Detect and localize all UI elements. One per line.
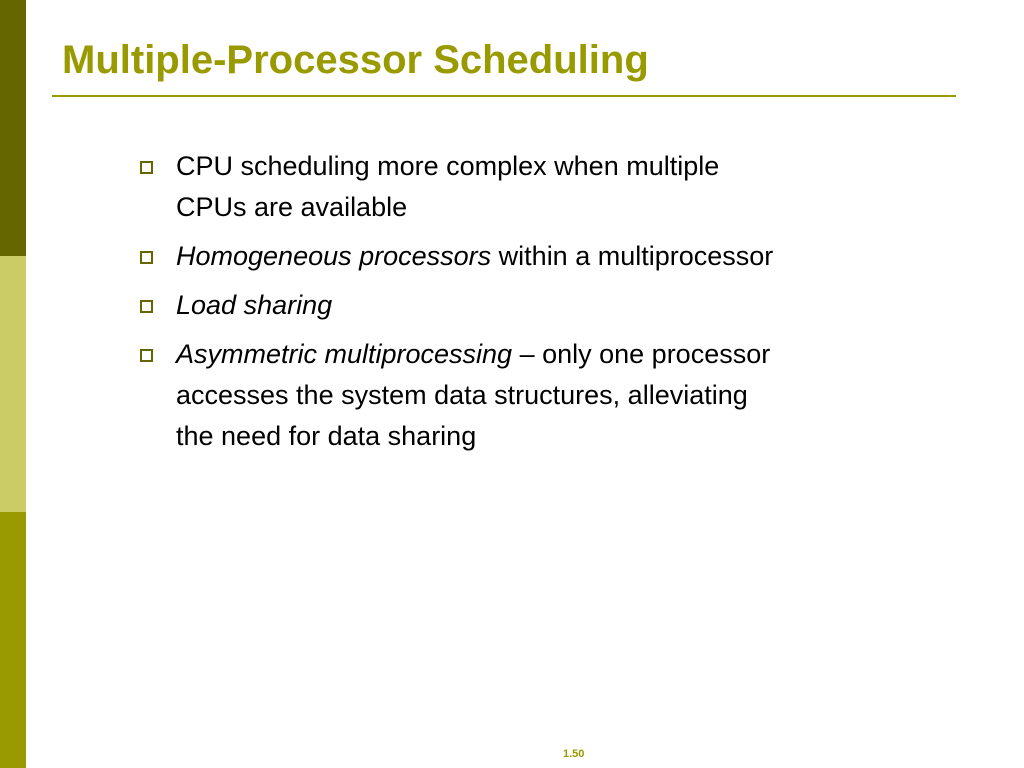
bullet-list bbox=[140, 146, 780, 465]
bullet-text: CPU scheduling more complex when multiple CPUs are available bbox=[176, 151, 720, 222]
sidebar-stripe-light bbox=[0, 256, 26, 512]
sidebar-stripe-dark bbox=[0, 0, 26, 256]
sidebar-stripe-olive bbox=[0, 512, 26, 768]
bullet-emphasis: Load sharing bbox=[176, 290, 333, 320]
square-bullet-icon bbox=[140, 251, 153, 264]
bullet-emphasis: Asymmetric multiprocessing bbox=[176, 339, 513, 369]
page-number: 1.50 bbox=[563, 748, 585, 760]
bullet-item-asymmetric bbox=[140, 334, 780, 457]
square-bullet-icon bbox=[140, 349, 153, 362]
bullet-text: – only one processor accesses the system data structures, alleviating the need for data sharing bbox=[176, 339, 771, 451]
bullet-item-homogeneous bbox=[140, 236, 780, 277]
square-bullet-icon bbox=[140, 300, 153, 313]
bullet-emphasis: Homogeneous processors bbox=[176, 241, 492, 271]
title-underline bbox=[52, 95, 956, 97]
square-bullet-icon bbox=[140, 161, 153, 174]
bullet-item-load-sharing bbox=[140, 285, 780, 326]
bullet-item-cpu-scheduling bbox=[140, 146, 780, 228]
bullet-text: within a multiprocessor bbox=[491, 241, 774, 271]
slide-title: Multiple-Processor Scheduling bbox=[62, 38, 649, 82]
